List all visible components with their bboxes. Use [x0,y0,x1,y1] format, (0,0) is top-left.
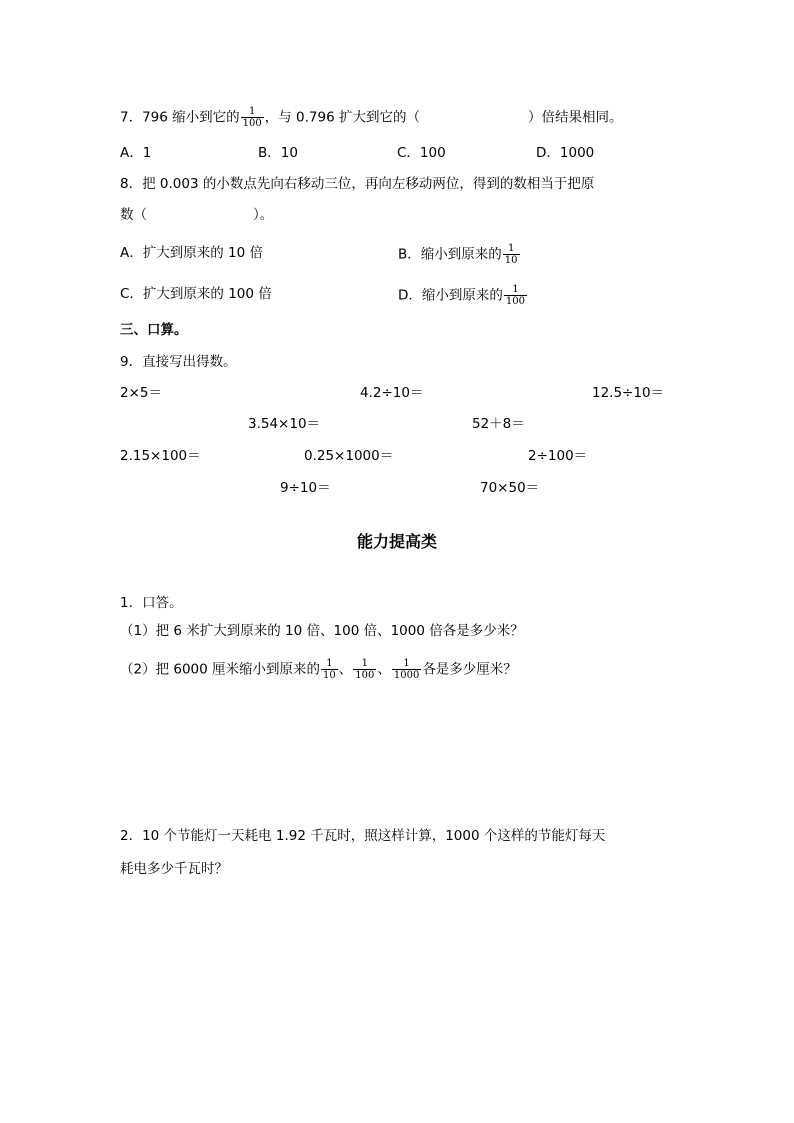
calc-item: 12.5÷10＝ [592,385,665,401]
problem-2-line-2: 耗电多少千瓦时？ [120,861,228,877]
q7-text-pre: 7．796 缩小到它的 [120,109,240,126]
q7-text-mid: ，与 0.796 扩大到它的（ [264,109,420,126]
calc-item: 9÷10＝ [280,480,331,496]
p1-separator-1: 、 [338,661,353,678]
problem-1-sub-2 [120,658,517,681]
section-heading: 能力提高类 [356,532,437,551]
calc-item: 2×5＝ [120,385,162,401]
q8-option-a: A．扩大到原来的 10 倍 [120,245,263,261]
q8-option-d-text: D．缩小到原来的 [398,287,503,304]
q8-line-1: 8．把 0.003 的小数点先向右移动三位，再向左移动两位，得到的数相当于把原 [120,176,595,192]
q7-fraction: $\frac{1}{100}$ [242,106,262,129]
q8-option-d-fraction: $\frac{1}{100}$ [505,284,525,307]
q7-option-c: C．100 [397,145,446,161]
q8-text-post: ）。 [253,207,274,223]
calc-item: 2÷100＝ [528,448,588,464]
q8-text-pre: 数（ [120,207,147,223]
p1-sub2-text-pre: （2）把 6000 厘米缩小到原来的 [120,661,321,678]
p1-sub2-text-post: 各是多少厘米？ [422,661,517,678]
q9-title: 9．直接写出得数。 [120,354,237,370]
calc-item: 4.2÷10＝ [360,385,424,401]
q8-option-b-text: B．缩小到原来的 [398,246,502,263]
p1-fraction-3: $\frac{1}{1000}$ [393,658,420,681]
q8-option-b-fraction: $\frac{1}{10}$ [504,243,518,266]
calc-item: 0.25×1000＝ [304,448,394,464]
q7-option-d: D．1000 [536,145,595,161]
problem-2-line-1: 2．10 个节能灯一天耗电 1.92 千瓦时，照这样计算，1000 个这样的节能灯每天 [120,828,606,844]
calc-item: 52＋8＝ [472,416,525,432]
calc-item: 2.15×100＝ [120,448,201,464]
p1-fraction-1: $\frac{1}{10}$ [323,658,336,681]
calc-item: 70×50＝ [480,480,540,496]
problem-1-sub-1: （1）把 6 米扩大到原来的 10 倍、100 倍、1000 倍各是多少米？ [120,623,524,639]
q7-option-b: B．10 [258,145,298,161]
q8-option-b [398,243,521,266]
q8-line-2 [120,205,273,225]
q8-option-c: C．扩大到原来的 100 倍 [120,286,272,302]
problem-1-title: 1．口答。 [120,595,183,611]
q8-option-d [398,284,528,307]
section-3-title: 三、口算。 [120,322,188,338]
q7-option-a: A．1 [120,145,152,161]
calc-item: 3.54×10＝ [248,416,321,432]
q7-text-post: ）倍结果相同。 [527,109,623,126]
question-7 [120,106,622,129]
p1-separator-2: 、 [377,661,391,678]
p1-fraction-2: $\frac{1}{100}$ [355,658,375,681]
